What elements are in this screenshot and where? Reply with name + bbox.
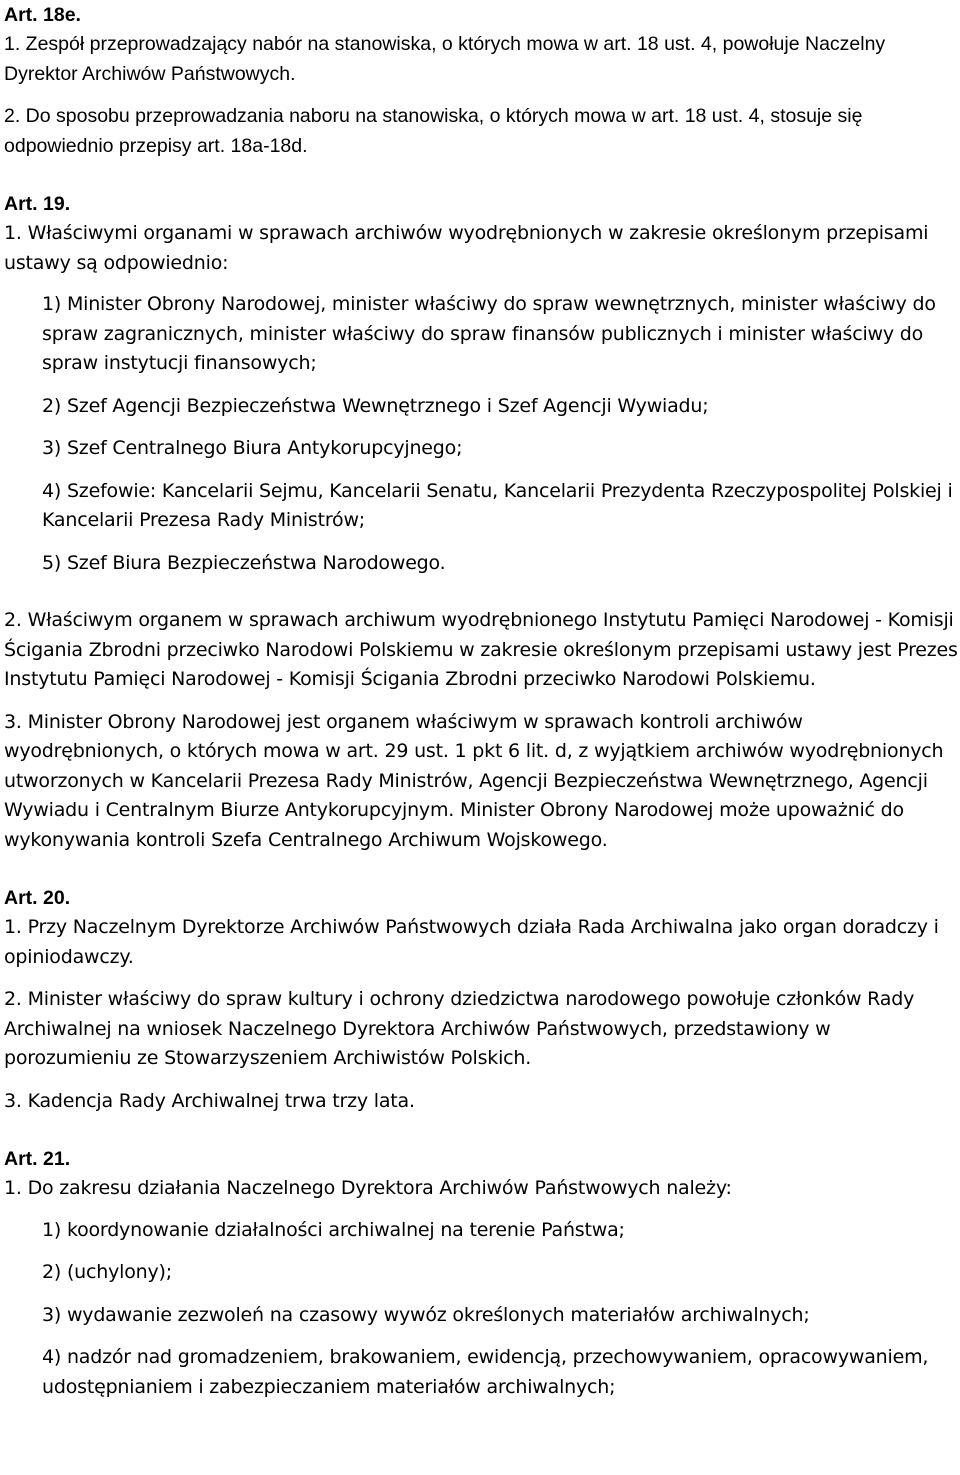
article-paragraph: 2. Do sposobu przeprowadzania naboru na stanowiska, o których mowa w art. 18 ust. 4, stosuje się odpowiednio przepisy art. 18a-18d. (4, 105, 863, 157)
list-item: 1) koordynowanie działalności archiwalnej na terenie Państwa; (42, 1218, 625, 1241)
article-list (4, 1216, 960, 1403)
article-paragraph: 1. Do zakresu działania Naczelnego Dyrektora Archiwów Państwowych należy: (4, 1177, 732, 1199)
article-paragraph: 2. Właściwym organem w sprawach archiwum wyodrębnionego Instytutu Pamięci Narodowej - Komisji Ścigania Zbrodni przeciwko Narodowi Polskiemu w zakresie określonym przepisami ustawy jest Prezes Instytutu Pamięci Narodowej - Komisji Ścigania Zbrodni przeciwko Narodowi Polskiemu. (4, 609, 958, 690)
article-paragraph: 3. Minister Obrony Narodowej jest organem właściwym w sprawach kontroli archiwów wyodrębnionych, o których mowa w art. 29 ust. 1 pkt 6 lit. d, z wyjątkiem archiwów wyodrębnionych utworzonych w Kancelarii Prezesa Rady Ministrów, Agencji Bezpieczeństwa Wewnętrznego, Agencji Wywiadu i Centralnym Biurze Antykorupcyjnym. Minister Obrony Narodowej może upoważnić do wykonywania kontroli Szefa Centralnego Archiwum Wojskowego. (4, 710, 944, 851)
article-18e (4, 0, 960, 161)
article-paragraph: 2. Minister właściwy do spraw kultury i ochrony dziedzictwa narodowego powołuje członków Rady Archiwalnej na wniosek Naczelnego Dyrektora Archiwów Państwowych, przedstawiony w porozumieniu ze Stowarzyszeniem Archiwistów Polskich. (4, 988, 915, 1069)
article-20 (4, 883, 960, 1116)
article-19 (4, 189, 960, 855)
list-item: 1) Minister Obrony Narodowej, minister właściwy do spraw wewnętrznych, minister właściwy do spraw zagranicznych, minister właściwy do spraw finansów publicznych i minister właściwy do spraw instytucji finansowych; (42, 293, 936, 374)
document-page (4, 0, 960, 1402)
article-paragraph: 1. Zespół przeprowadzający nabór na stanowiska, o których mowa w art. 18 ust. 4, powołuje Naczelny Dyrektor Archiwów Państwowych. (4, 33, 886, 85)
article-title: Art. 18e. (4, 4, 81, 26)
article-title: Art. 21. (4, 1148, 71, 1170)
list-item: 4) nadzór nad gromadzeniem, brakowaniem, ewidencją, przechowywaniem, opracowywaniem, udostępnianiem i zabezpieczaniem materiałów archiwalnych; (42, 1346, 929, 1398)
article-21 (4, 1144, 960, 1402)
list-item: 3) wydawanie zezwoleń na czasowy wywóz określonych materiałów archiwalnych; (42, 1303, 810, 1326)
article-list (4, 290, 960, 578)
list-item: 4) Szefowie: Kancelarii Sejmu, Kancelarii Senatu, Kancelarii Prezydenta Rzeczypospolitej Polskiej i Kancelarii Prezesa Rady Ministrów; (42, 479, 953, 531)
article-paragraph: 1. Przy Naczelnym Dyrektorze Archiwów Państwowych działa Rada Archiwalna jako organ doradczy i opiniodawczy. (4, 916, 939, 968)
list-item: 5) Szef Biura Bezpieczeństwa Narodowego. (42, 551, 446, 574)
article-title: Art. 20. (4, 887, 71, 909)
article-title: Art. 19. (4, 193, 71, 215)
article-paragraph: 3. Kadencja Rady Archiwalnej trwa trzy lata. (4, 1089, 415, 1112)
list-item: 2) (uchylony); (42, 1261, 172, 1283)
list-item: 3) Szef Centralnego Biura Antykorupcyjnego; (42, 437, 463, 459)
article-paragraph: 1. Właściwymi organami w sprawach archiwów wyodrębnionych w zakresie określonym przepisami ustawy są odpowiednio: (4, 222, 929, 274)
list-item: 2) Szef Agencji Bezpieczeństwa Wewnętrznego i Szef Agencji Wywiadu; (42, 394, 709, 417)
